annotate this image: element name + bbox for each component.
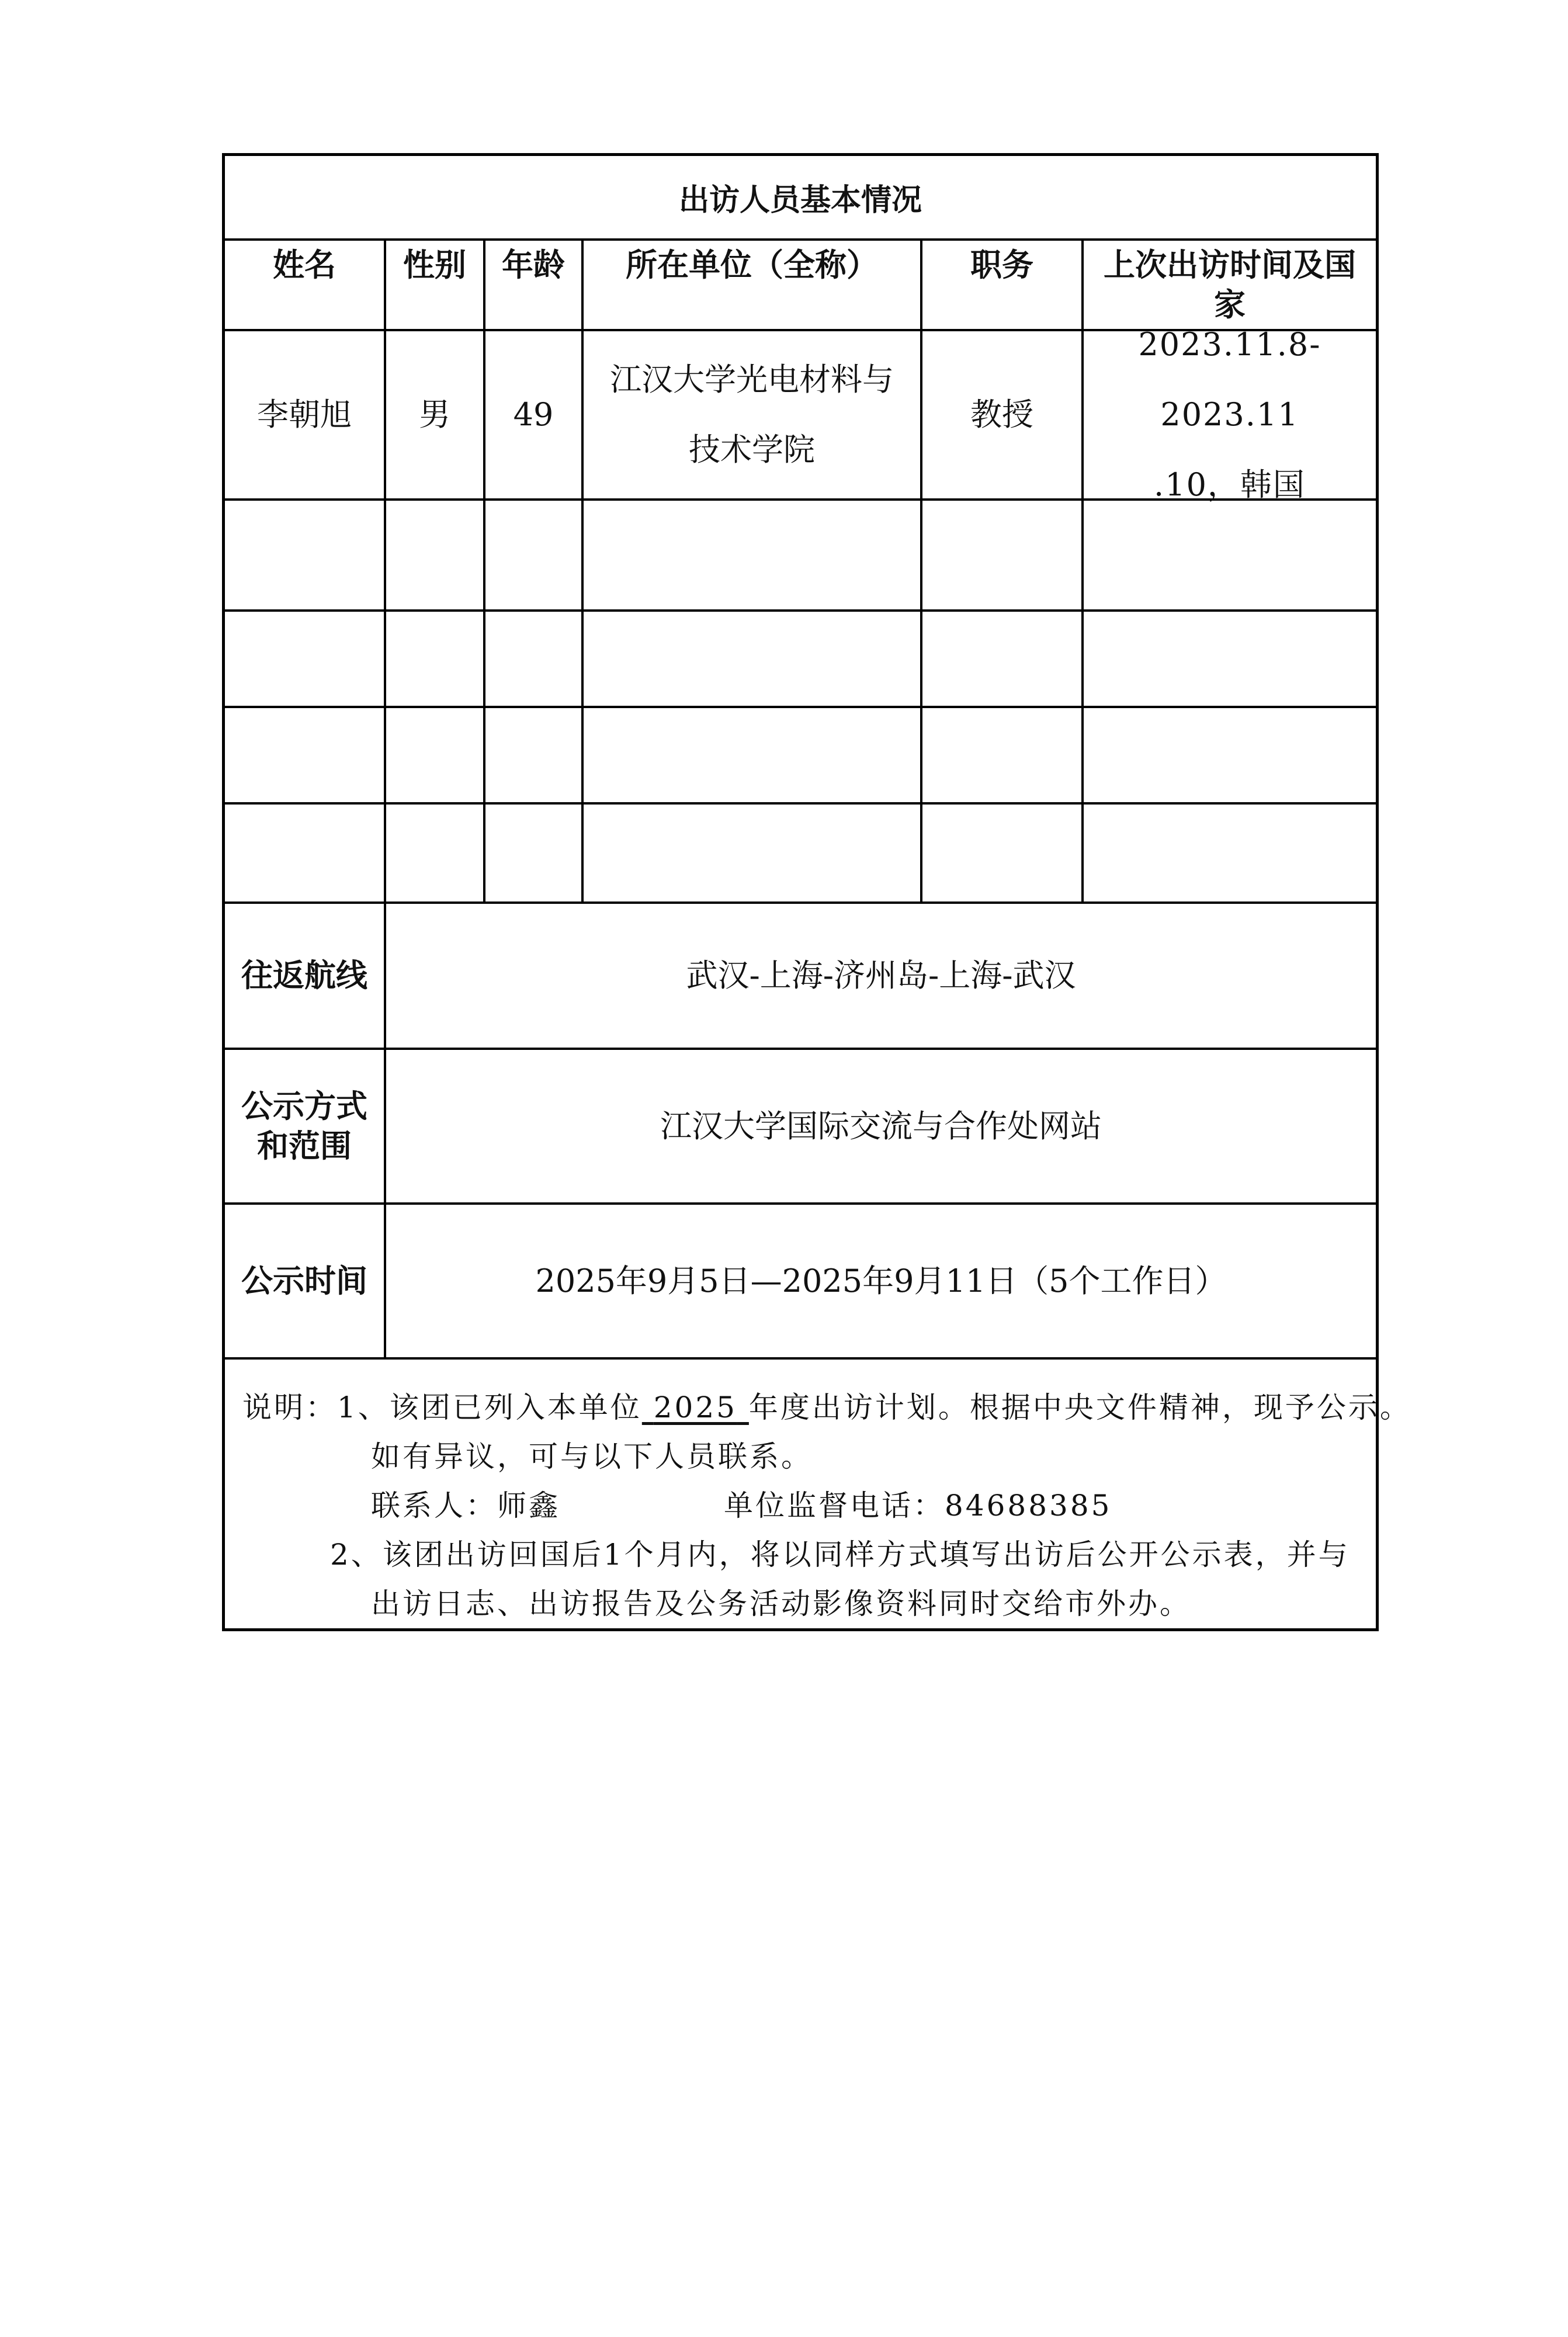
header-position: 职务 — [922, 241, 1084, 329]
person-row — [225, 326, 1376, 503]
empty-cell — [922, 501, 1084, 609]
person-age: 49 — [485, 331, 584, 498]
person-unit-line1: 江汉大学光电材料与 — [610, 361, 894, 398]
publicity-time-label: 公示时间 — [225, 1205, 386, 1357]
empty-cell — [922, 805, 1084, 901]
person-last-visit-line1: 2023.11.8-2023.11 — [1138, 326, 1321, 433]
header-unit: 所在单位（全称） — [584, 241, 922, 329]
person-unit — [584, 331, 922, 498]
empty-cell — [386, 805, 485, 901]
publicity-time-row — [225, 1205, 1376, 1360]
notes-line5: 出访日志、出访报告及公务活动影像资料同时交给市外办。 — [371, 1587, 1191, 1621]
publicity-method-label-line1: 公示方式 — [241, 1087, 367, 1125]
publicity-method-label-line2: 和范围 — [257, 1127, 352, 1164]
notes-line4: 2、该团出访回国后1个月内，将以同样方式填写出访后公开公示表，并与 — [330, 1538, 1350, 1572]
empty-cell — [225, 612, 386, 706]
empty-cell — [485, 501, 584, 609]
notes-contact-line — [242, 1481, 1364, 1530]
notes-line1 — [242, 1383, 1411, 1432]
person-name: 李朝旭 — [225, 331, 386, 498]
empty-cell — [225, 708, 386, 802]
route-label: 往返航线 — [225, 904, 386, 1048]
route-value: 武汉-上海-济州岛-上海-武汉 — [686, 957, 1076, 994]
notes-phone: 单位监督电话：84688385 — [724, 1489, 1112, 1523]
empty-cell — [225, 805, 386, 901]
empty-cell — [922, 612, 1084, 706]
header-last-visit: 上次出访时间及国家 — [1104, 247, 1356, 323]
empty-cell — [225, 501, 386, 609]
notes-line2: 如有异议，可与以下人员联系。 — [371, 1440, 813, 1473]
header-name: 姓名 — [225, 241, 386, 329]
empty-row — [225, 708, 1376, 805]
publicity-time-value: 2025年9月5日—2025年9月11日（5个工作日） — [535, 1262, 1227, 1299]
person-last-visit — [1084, 326, 1376, 503]
person-gender: 男 — [386, 331, 485, 498]
empty-row — [225, 501, 1376, 612]
publicity-method-value: 江汉大学国际交流与合作处网站 — [660, 1107, 1102, 1145]
empty-cell — [584, 501, 922, 609]
empty-cell — [1084, 501, 1376, 609]
header-gender: 性别 — [386, 241, 485, 329]
empty-cell — [1084, 805, 1376, 901]
empty-row — [225, 805, 1376, 904]
empty-cell — [485, 612, 584, 706]
notes-contact: 联系人：师鑫 — [371, 1489, 560, 1523]
empty-cell — [485, 708, 584, 802]
publicity-method-label — [225, 1050, 386, 1202]
notes-line1-suffix: 年度出访计划。根据中央文件精神，现予公示。 — [748, 1391, 1411, 1424]
header-age: 年龄 — [485, 241, 584, 329]
notes-line1-prefix: 说明：1、该团已列入本单位 — [242, 1391, 642, 1424]
empty-cell — [386, 501, 485, 609]
empty-cell — [485, 805, 584, 901]
route-row — [225, 904, 1376, 1050]
empty-cell — [584, 805, 922, 901]
notes-row — [225, 1360, 1411, 1628]
empty-row — [225, 612, 1376, 708]
empty-cell — [1084, 708, 1376, 802]
person-unit-line2: 技术学院 — [689, 431, 815, 468]
notes — [242, 1383, 1411, 1628]
empty-cell — [1084, 612, 1376, 706]
empty-cell — [386, 708, 485, 802]
publicity-method-row — [225, 1050, 1376, 1205]
person-last-visit-line2: .10，韩国 — [1154, 466, 1306, 503]
visit-info-table — [222, 153, 1411, 1631]
empty-cell — [386, 612, 485, 706]
empty-cell — [584, 708, 922, 802]
table-title-row — [225, 156, 1376, 241]
person-position: 教授 — [922, 331, 1084, 498]
empty-cell — [922, 708, 1084, 802]
notes-plan-year: 2025 — [653, 1391, 737, 1424]
empty-cell — [584, 612, 922, 706]
table-title: 出访人员基本情况 — [678, 183, 922, 218]
